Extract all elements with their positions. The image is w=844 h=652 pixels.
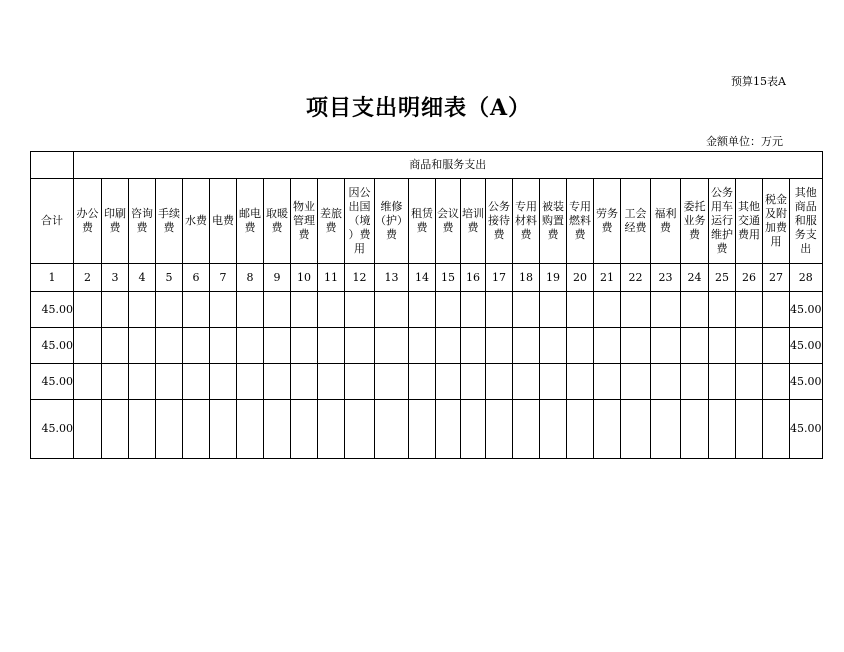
table-cell [74,400,102,459]
table-cell [129,292,156,328]
column-index: 5 [156,264,183,292]
table-cell [540,328,567,364]
column-header-line: 差旅 [320,207,342,220]
table-cell [183,328,210,364]
table-cell [129,328,156,364]
table-cell [318,328,345,364]
column-header-line: 费 [547,228,559,241]
column-header-line: 用 [770,235,782,248]
table-cell [345,328,375,364]
column-header-line: 费 [298,228,310,241]
table-cell [156,292,183,328]
column-header [651,179,681,264]
column-header-line: 被装 [542,200,564,213]
table-cell [681,328,709,364]
table-cell [461,400,486,459]
column-index: 10 [291,264,318,292]
column-index: 28 [790,264,823,292]
table-cell [210,364,237,400]
column-header-line: 水费 [185,214,207,227]
table-cell [651,400,681,459]
column-header-line: 委托 [683,200,706,213]
column-header-line: 费 [416,221,428,234]
table-cell [156,400,183,459]
table-cell [763,328,790,364]
column-header [237,179,264,264]
column-header-line: 培训 [462,207,484,220]
column-header-line: 费 [716,242,728,255]
table-cell [513,292,540,328]
table-cell [409,328,436,364]
table-cell [183,400,210,459]
table-row [31,328,823,364]
table-cell [736,364,763,400]
column-header-line: 租赁 [411,207,433,220]
column-index: 3 [102,264,129,292]
column-index: 18 [513,264,540,292]
column-header-line: 税金 [765,193,787,206]
total-header-spacer [31,152,74,179]
unit-label: 金额单位：万元 [706,135,783,148]
column-header-line: 材料 [515,214,537,227]
column-header-line: 用车 [711,200,733,213]
column-index: 13 [375,264,409,292]
table-cell [345,364,375,400]
row-total: 45.00 [31,400,74,459]
table-cell [264,400,291,459]
table-cell [237,292,264,328]
row-total: 45.00 [31,328,74,364]
column-header-line: 邮电 [239,207,261,220]
column-index: 2 [74,264,102,292]
column-header-line: 接待 [488,214,510,227]
table-cell [486,328,513,364]
column-header-line: 业务 [683,214,706,227]
column-header [709,179,736,264]
column-header-line: 工会 [624,207,647,220]
table-cell [375,400,409,459]
table-cell [409,364,436,400]
column-header-line: 物业 [293,200,315,213]
table-cell [375,292,409,328]
row-total: 45.00 [31,292,74,328]
column-header-line: 交通 [738,214,760,227]
column-index: 15 [436,264,461,292]
table-cell [540,400,567,459]
table-cell [567,328,594,364]
column-index: 12 [345,264,375,292]
table-row [31,400,823,459]
table-cell [436,364,461,400]
column-header-line: 福利 [654,207,677,220]
page-title: 项目支出明细表（A） [306,95,532,121]
column-index: 19 [540,264,567,292]
table-cell [513,364,540,400]
table-cell [291,364,318,400]
group-header-row [31,152,823,179]
table-cell [486,292,513,328]
row-other-goods-services: 45.00 [790,328,823,364]
table-cell [74,364,102,400]
column-header-line: 燃料 [569,214,591,227]
column-header [763,179,790,264]
column-header [409,179,436,264]
column-index: 21 [594,264,621,292]
row-total: 45.00 [31,364,74,400]
table-cell [156,328,183,364]
table-cell [736,400,763,459]
column-header-line: 费用 [738,228,760,241]
table-cell [621,364,651,400]
table-cell [513,328,540,364]
column-header-line: 费 [325,221,337,234]
column-header [790,179,823,264]
column-header [681,179,709,264]
column-index: 25 [709,264,736,292]
table-cell [183,292,210,328]
table-cell [264,328,291,364]
row-other-goods-services: 45.00 [790,400,823,459]
table-cell [264,364,291,400]
column-header-line: 费 [442,221,454,234]
table-cell [651,292,681,328]
column-header [567,179,594,264]
table-cell [594,292,621,328]
table-cell [567,364,594,400]
column-header [375,179,409,264]
column-header [210,179,237,264]
form-code: 预算15表A [731,75,786,88]
column-header [102,179,129,264]
table-cell [567,400,594,459]
column-header [74,179,102,264]
table-cell [210,292,237,328]
table-cell [237,364,264,400]
column-header-line: 购置 [542,214,564,227]
column-index: 11 [318,264,345,292]
table-cell [129,364,156,400]
column-index: 24 [681,264,709,292]
table-cell [681,400,709,459]
expenditure-table [30,151,823,459]
column-index: 7 [210,264,237,292]
column-header-line: 取暖 [266,207,288,220]
table-cell [264,292,291,328]
column-header-line: （境 [348,214,371,227]
table-cell [237,328,264,364]
column-header-line: 费 [467,221,479,234]
table-cell [709,400,736,459]
table-cell [461,328,486,364]
table-cell [436,292,461,328]
column-header-line: 商品 [794,200,817,213]
table-cell [621,292,651,328]
column-header-line: 费 [386,228,397,241]
column-header-line: 加费 [765,221,787,234]
table-cell [409,292,436,328]
column-header-line: 用 [354,242,365,255]
table-cell [74,328,102,364]
column-header-line: 运行 [711,214,733,227]
column-header-line: 劳务 [596,207,618,220]
column-header-line: 其他 [794,186,817,199]
column-header-line: 费 [574,228,586,241]
column-index: 27 [763,264,790,292]
column-header-line: 专用 [569,200,591,213]
table-cell [102,328,129,364]
column-header-line: 费 [244,221,256,234]
column-index: 20 [567,264,594,292]
table-cell [461,292,486,328]
row-other-goods-services: 45.00 [790,292,823,328]
column-header-line: ）费 [348,228,371,241]
table-cell [651,364,681,400]
column-header-line: 印刷 [104,207,126,220]
column-header-line: 因公 [348,186,371,199]
table-cell [156,364,183,400]
table-cell [567,292,594,328]
column-header [513,179,540,264]
column-header-line: 专用 [515,200,537,213]
group-header: 商品和服务支出 [74,152,823,179]
column-index: 8 [237,264,264,292]
column-header [345,179,375,264]
column-index: 1 [31,264,74,292]
table-cell [709,364,736,400]
column-header-line: （护） [375,214,408,227]
table-cell [651,328,681,364]
table-row [31,292,823,328]
column-header-line: 费 [271,221,283,234]
column-header [264,179,291,264]
column-header-line: 费 [689,228,700,241]
total-header: 合计 [31,179,74,264]
table-cell [621,400,651,459]
column-header [156,179,183,264]
column-header-line: 费 [136,221,148,234]
column-index: 9 [264,264,291,292]
column-header [436,179,461,264]
table-cell [375,328,409,364]
column-header-line: 会议 [437,207,459,220]
table-cell [210,400,237,459]
column-header-line: 务支 [794,228,817,241]
column-header-line: 维护 [711,228,733,241]
column-header-line: 及附 [765,207,787,220]
column-header-line: 手续 [158,207,180,220]
column-header-line: 出国 [348,200,371,213]
table-cell [709,328,736,364]
table-cell [709,292,736,328]
column-header [594,179,621,264]
column-header-line: 费 [520,228,532,241]
table-cell [513,400,540,459]
table-cell [763,364,790,400]
column-index: 16 [461,264,486,292]
column-header [183,179,210,264]
column-header-line: 经费 [624,221,647,234]
column-header-line: 费 [493,228,505,241]
table-cell [763,400,790,459]
column-header-line: 公务 [488,200,510,213]
column-header-line: 费 [601,221,613,234]
column-header-line: 和服 [794,214,817,227]
column-index: 26 [736,264,763,292]
table-cell [291,292,318,328]
table-cell [436,328,461,364]
table-cell [486,400,513,459]
table-cell [183,364,210,400]
table-cell [594,400,621,459]
table-cell [102,364,129,400]
table-cell [409,400,436,459]
column-header-line: 办公 [76,207,99,220]
table-cell [318,292,345,328]
column-header [540,179,567,264]
column-header [291,179,318,264]
column-header-line: 咨询 [131,207,153,220]
column-header-line: 维修 [380,200,403,213]
table-cell [736,292,763,328]
table-cell [129,400,156,459]
table-cell [540,292,567,328]
table-cell [102,400,129,459]
column-header [736,179,763,264]
column-header-line: 费 [660,221,671,234]
column-header [621,179,651,264]
table-cell [318,364,345,400]
table-cell [375,364,409,400]
table-cell [345,292,375,328]
table-cell [291,400,318,459]
table-cell [102,292,129,328]
table-cell [210,328,237,364]
table-row [31,364,823,400]
table-cell [291,328,318,364]
table-cell [736,328,763,364]
column-header-line: 电费 [212,214,234,227]
column-header-line: 费 [163,221,175,234]
table-cell [74,292,102,328]
column-header [318,179,345,264]
table-cell [681,364,709,400]
table-cell [237,400,264,459]
table-cell [436,400,461,459]
column-header-line: 出 [800,242,812,255]
column-index: 6 [183,264,210,292]
table-cell [594,364,621,400]
column-index: 14 [409,264,436,292]
column-header-line: 费 [82,221,93,234]
column-header [486,179,513,264]
table-cell [594,328,621,364]
table-cell [621,328,651,364]
column-header-line: 管理 [293,214,315,227]
table-cell [318,400,345,459]
index-row [31,264,823,292]
column-header [461,179,486,264]
column-index: 17 [486,264,513,292]
column-index: 22 [621,264,651,292]
table-cell [681,292,709,328]
row-other-goods-services: 45.00 [790,364,823,400]
column-header-line: 其他 [738,200,760,213]
table-cell [540,364,567,400]
column-index: 23 [651,264,681,292]
column-header-line: 费 [109,221,121,234]
table-cell [345,400,375,459]
table-cell [461,364,486,400]
column-header-line: 公务 [711,186,733,199]
column-header [129,179,156,264]
table-cell [763,292,790,328]
column-index: 4 [129,264,156,292]
table-cell [486,364,513,400]
column-header-row [31,179,823,264]
